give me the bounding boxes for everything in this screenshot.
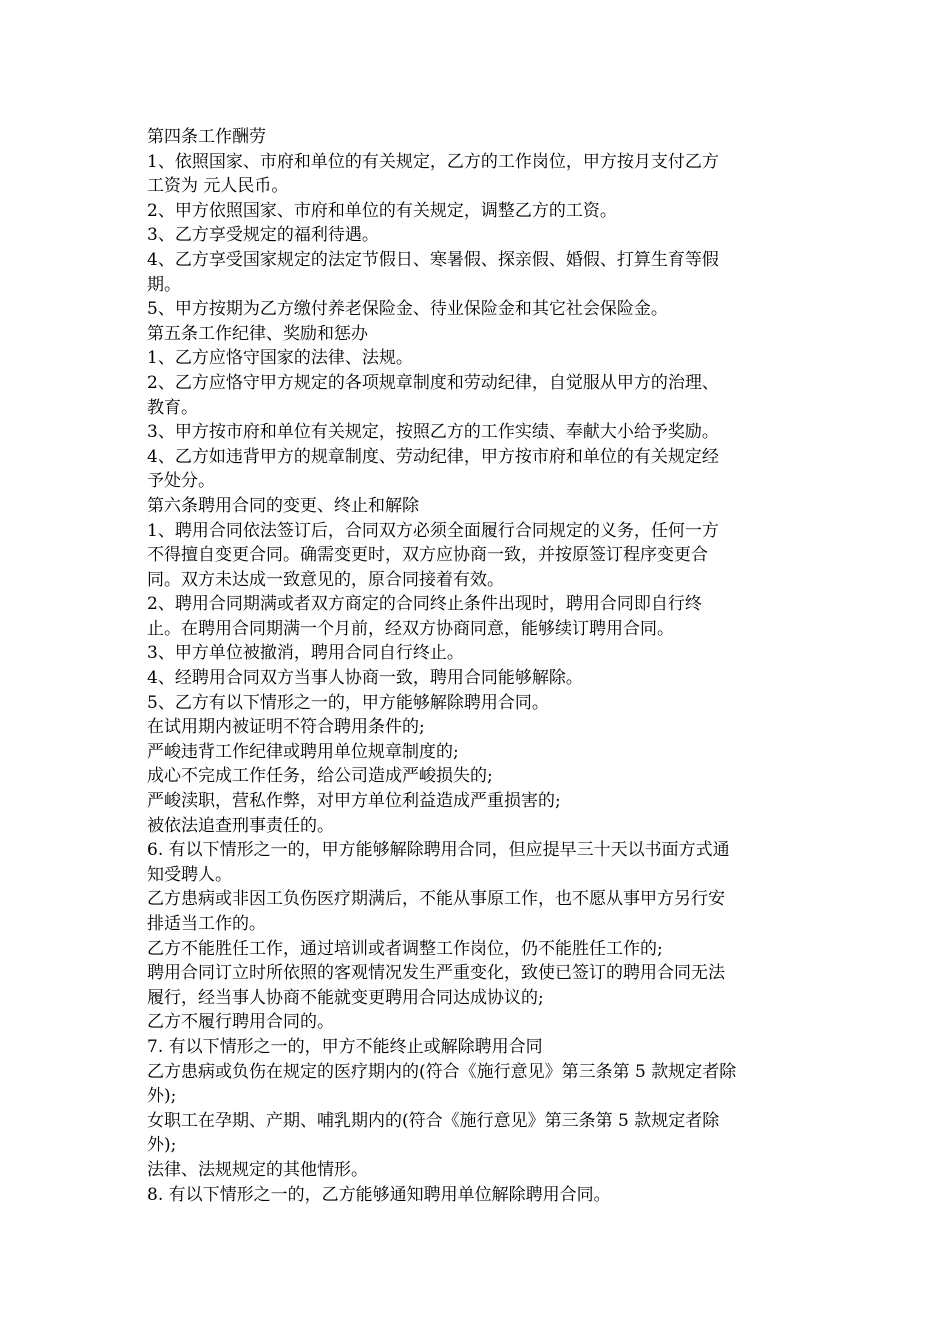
text-line: 外); <box>147 1086 177 1107</box>
text-line: 5、乙方有以下情形之一的，甲方能够解除聘用合同。 <box>147 692 549 713</box>
document-body <box>147 125 807 1207</box>
text-line: 成心不完成工作任务，给公司造成严峻损失的; <box>147 766 493 787</box>
text-line: 3、甲方单位被撤消，聘用合同自行终止。 <box>147 643 464 664</box>
text-line: 8. 有以下情形之一的，乙方能够通知聘用单位解除聘用合同。 <box>147 1184 611 1205</box>
text-line: 3、甲方按市府和单位有关规定，按照乙方的工作实绩、奉献大小给予奖励。 <box>147 422 719 443</box>
text-line: 工资为 元人民币。 <box>147 176 289 197</box>
text-line: 第六条聘用合同的变更、终止和解除 <box>147 495 419 516</box>
text-line: 履行，经当事人协商不能就变更聘用合同达成协议的; <box>147 987 544 1008</box>
text-line: 法律、法规规定的其他情形。 <box>147 1159 368 1180</box>
text-line: 予处分。 <box>147 471 215 492</box>
text-line: 止。在聘用合同期满一个月前，经双方协商同意，能够续订聘用合同。 <box>147 618 674 639</box>
text-line: 4、经聘用合同双方当事人协商一致，聘用合同能够解除。 <box>147 668 583 689</box>
text-line: 第四条工作酬劳 <box>147 127 266 147</box>
text-line: 聘用合同订立时所依照的客观情况发生严重变化，致使已签订的聘用合同无法 <box>147 963 725 984</box>
text-line: 5、甲方按期为乙方缴付养老保险金、待业保险金和其它社会保险金。 <box>147 299 668 320</box>
text-line: 乙方不能胜任工作，通过培训或者调整工作岗位，仍不能胜任工作的; <box>147 938 663 959</box>
text-line: 严峻违背工作纪律或聘用单位规章制度的; <box>147 741 459 762</box>
text-line: 在试用期内被证明不符合聘用条件的; <box>147 717 425 738</box>
text-line: 不得擅自变更合同。确需变更时，双方应协商一致，并按原签订程序变更合 <box>147 545 708 566</box>
text-line: 女职工在孕期、产期、哺乳期内的(符合《施行意见》第三条第 5 款规定者除 <box>147 1110 720 1131</box>
text-line: 1、依照国家、市府和单位的有关规定，乙方的工作岗位，甲方按月支付乙方 <box>147 151 719 172</box>
text-line: 3、乙方享受规定的福利待遇。 <box>147 225 379 246</box>
text-line: 乙方不履行聘用合同的。 <box>147 1012 334 1033</box>
text-line: 排适当工作的。 <box>147 914 266 934</box>
text-line: 乙方患病或非因工负伤医疗期满后，不能从事原工作，也不愿从事甲方另行安 <box>147 889 725 910</box>
text-line: 期。 <box>147 274 181 295</box>
text-line: 教育。 <box>147 397 198 418</box>
text-line: 2、甲方依照国家、市府和单位的有关规定，调整乙方的工资。 <box>147 200 617 221</box>
text-line: 1、乙方应恪守国家的法律、法规。 <box>147 348 413 369</box>
text-line: 6. 有以下情形之一的，甲方能够解除聘用合同，但应提早三十天以书面方式通 <box>147 840 730 861</box>
text-line: 外); <box>147 1135 177 1156</box>
text-line: 知受聘人。 <box>147 864 232 885</box>
text-line: 乙方患病或负伤在规定的医疗期内的(符合《施行意见》第三条第 5 款规定者除 <box>147 1061 737 1082</box>
text-line: 1、聘用合同依法签订后，合同双方必须全面履行合同规定的义务，任何一方 <box>147 520 719 541</box>
text-line: 2、聘用合同期满或者双方商定的合同终止条件出现时，聘用合同即自行终 <box>147 594 702 615</box>
text-line: 4、乙方享受国家规定的法定节假日、寒暑假、探亲假、婚假、打算生育等假 <box>147 249 719 270</box>
text-line: 被依法追查刑事责任的。 <box>147 815 334 836</box>
text-line: 第五条工作纪律、奖励和惩办 <box>147 323 368 344</box>
text-line: 严峻渎职，营私作弊，对甲方单位利益造成严重损害的; <box>147 791 561 812</box>
text-line: 7. 有以下情形之一的，甲方不能终止或解除聘用合同 <box>147 1036 543 1057</box>
text-line: 同。双方未达成一致意见的，原合同接着有效。 <box>147 569 504 590</box>
text-line: 2、乙方应恪守甲方规定的各项规章制度和劳动纪律，自觉服从甲方的治理、 <box>147 372 719 393</box>
text-line: 4、乙方如违背甲方的规章制度、劳动纪律，甲方按市府和单位的有关规定经 <box>147 446 719 467</box>
